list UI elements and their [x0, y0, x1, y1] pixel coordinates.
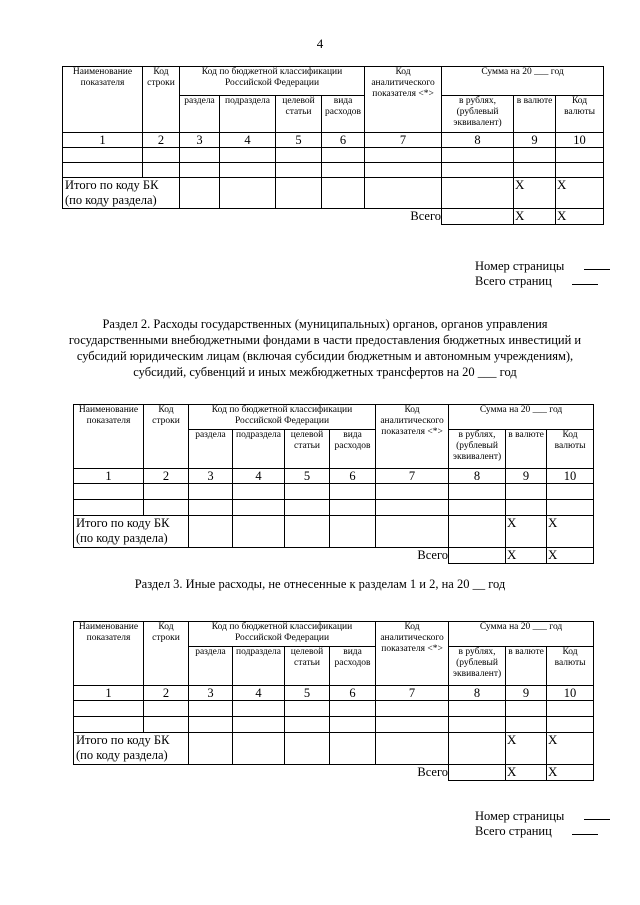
col-header-row-code: Код строки — [144, 622, 189, 686]
x-mark: X — [506, 733, 547, 765]
total-pages-label: Всего страниц — [475, 824, 552, 838]
col-header-in-currency: в валюте — [506, 430, 547, 469]
col-header-analytic-code: Код аналитического показателя <*> — [376, 622, 449, 686]
total-by-section-row — [74, 733, 594, 765]
col-header-currency-code: Код валюты — [547, 430, 594, 469]
col-num: 4 — [220, 133, 276, 148]
col-num: 9 — [514, 133, 556, 148]
table-row — [74, 500, 594, 516]
page-number-blank — [584, 260, 610, 270]
column-number-row — [74, 469, 594, 484]
table-row — [63, 148, 604, 163]
col-num: 9 — [506, 469, 547, 484]
col-header-target-item: целевой статьи — [285, 647, 330, 686]
x-mark: X — [547, 548, 594, 564]
page-meta-1 — [475, 259, 610, 289]
table-row — [74, 484, 594, 500]
col-header-sum-group: Сумма на 20 ___ год — [449, 405, 594, 430]
x-mark: X — [547, 516, 594, 548]
col-num: 5 — [276, 133, 322, 148]
col-header-analytic-code: Код аналитического показателя <*> — [376, 405, 449, 469]
col-header-in-rubles: в рублях, (рублевый эквивалент) — [442, 96, 514, 133]
table-row — [63, 163, 604, 178]
section-3-title: Раздел 3. Иные расходы, не отнесенные к разделам 1 и 2, на 20 __ год — [134, 577, 506, 591]
col-num: 7 — [365, 133, 442, 148]
total-by-section-label: Итого по коду БК (по коду раздела) — [74, 733, 189, 765]
col-num: 7 — [376, 686, 449, 701]
col-num: 2 — [144, 469, 189, 484]
col-header-sum-group: Сумма на 20 ___ год — [449, 622, 594, 647]
x-mark: X — [547, 765, 594, 781]
col-num: 10 — [547, 686, 594, 701]
col-num: 3 — [189, 686, 233, 701]
x-mark: X — [547, 733, 594, 765]
x-mark: X — [506, 548, 547, 564]
page-number-label: Номер страницы — [475, 809, 565, 823]
col-header-section: раздела — [189, 647, 233, 686]
col-header-in-currency: в валюте — [514, 96, 556, 133]
x-mark: X — [556, 209, 604, 225]
col-num: 4 — [233, 469, 285, 484]
table-row — [74, 701, 594, 717]
col-num: 4 — [233, 686, 285, 701]
budget-table-section-3 — [73, 621, 594, 781]
col-header-subsection: подраздела — [220, 96, 276, 133]
col-num: 10 — [556, 133, 604, 148]
col-header-name: Наименование показателя — [63, 67, 143, 133]
col-num: 8 — [449, 469, 506, 484]
col-header-in-currency: в валюте — [506, 647, 547, 686]
col-num: 5 — [285, 469, 330, 484]
col-header-analytic-code: Код аналитического показателя <*> — [365, 67, 442, 133]
total-by-section-row — [74, 516, 594, 548]
col-num: 10 — [547, 469, 594, 484]
section-2-title: Раздел 2. Расходы государственных (муниципальных) органов, органов управления государственными внебюджетными фондами в части предоставления бюджетных инвестиций и субсидий юридическим лицам (включая субсидии бюджетным и автономным учреждениям), субсидий, субвенций и иных межбюджетных трансфертов на 20 ___ год — [68, 317, 582, 379]
col-header-bk-group: Код по бюджетной классификации Российской Федерации — [189, 622, 376, 647]
col-num: 6 — [330, 686, 376, 701]
col-num: 2 — [143, 133, 180, 148]
col-header-subsection: подраздела — [233, 430, 285, 469]
column-number-row — [74, 686, 594, 701]
col-num: 6 — [330, 469, 376, 484]
col-header-currency-code: Код валюты — [556, 96, 604, 133]
x-mark: X — [506, 765, 547, 781]
col-num: 3 — [189, 469, 233, 484]
col-header-name: Наименование показателя — [74, 405, 144, 469]
col-num: 6 — [322, 133, 365, 148]
col-num: 3 — [180, 133, 220, 148]
page-meta-2 — [475, 809, 610, 839]
col-num: 9 — [506, 686, 547, 701]
page-number-blank — [584, 810, 610, 820]
col-header-currency-code: Код валюты — [547, 647, 594, 686]
table-row — [74, 717, 594, 733]
x-mark: X — [506, 516, 547, 548]
col-num: 1 — [74, 686, 144, 701]
col-header-subsection: подраздела — [233, 647, 285, 686]
col-header-expense-type: вида расходов — [330, 647, 376, 686]
col-header-expense-type: вида расходов — [330, 430, 376, 469]
total-all-label: Всего — [376, 765, 449, 781]
col-num: 8 — [442, 133, 514, 148]
x-mark: X — [514, 209, 556, 225]
x-mark: X — [514, 178, 556, 209]
total-all-row — [74, 548, 594, 564]
col-header-sum-group: Сумма на 20 ___ год — [442, 67, 604, 96]
col-num: 2 — [144, 686, 189, 701]
total-pages-blank — [572, 825, 598, 835]
total-by-section-row — [63, 178, 604, 209]
total-pages-label: Всего страниц — [475, 274, 552, 288]
total-all-label: Всего — [365, 209, 442, 225]
col-header-row-code: Код строки — [143, 67, 180, 133]
col-num: 1 — [74, 469, 144, 484]
col-num: 1 — [63, 133, 143, 148]
col-header-bk-group: Код по бюджетной классификации Российской Федерации — [189, 405, 376, 430]
total-all-row — [74, 765, 594, 781]
col-header-target-item: целевой статьи — [285, 430, 330, 469]
total-all-row — [63, 209, 604, 225]
col-header-in-rubles: в рублях, (рублевый эквивалент) — [449, 430, 506, 469]
page-number: 4 — [316, 36, 324, 51]
col-header-section: раздела — [180, 96, 220, 133]
column-number-row — [63, 133, 604, 148]
col-header-section: раздела — [189, 430, 233, 469]
page-number-label: Номер страницы — [475, 259, 565, 273]
total-by-section-label: Итого по коду БК (по коду раздела) — [74, 516, 189, 548]
x-mark: X — [556, 178, 604, 209]
col-header-bk-group: Код по бюджетной классификации Российской Федерации — [180, 67, 365, 96]
col-num: 8 — [449, 686, 506, 701]
col-header-row-code: Код строки — [144, 405, 189, 469]
col-header-in-rubles: в рублях, (рублевый эквивалент) — [449, 647, 506, 686]
total-by-section-label: Итого по коду БК (по коду раздела) — [63, 178, 180, 209]
col-header-target-item: целевой статьи — [276, 96, 322, 133]
col-num: 7 — [376, 469, 449, 484]
budget-table-section-1 — [62, 66, 604, 225]
col-header-name: Наименование показателя — [74, 622, 144, 686]
total-all-label: Всего — [376, 548, 449, 564]
budget-table-section-2 — [73, 404, 594, 564]
col-header-expense-type: вида расходов — [322, 96, 365, 133]
col-num: 5 — [285, 686, 330, 701]
total-pages-blank — [572, 275, 598, 285]
